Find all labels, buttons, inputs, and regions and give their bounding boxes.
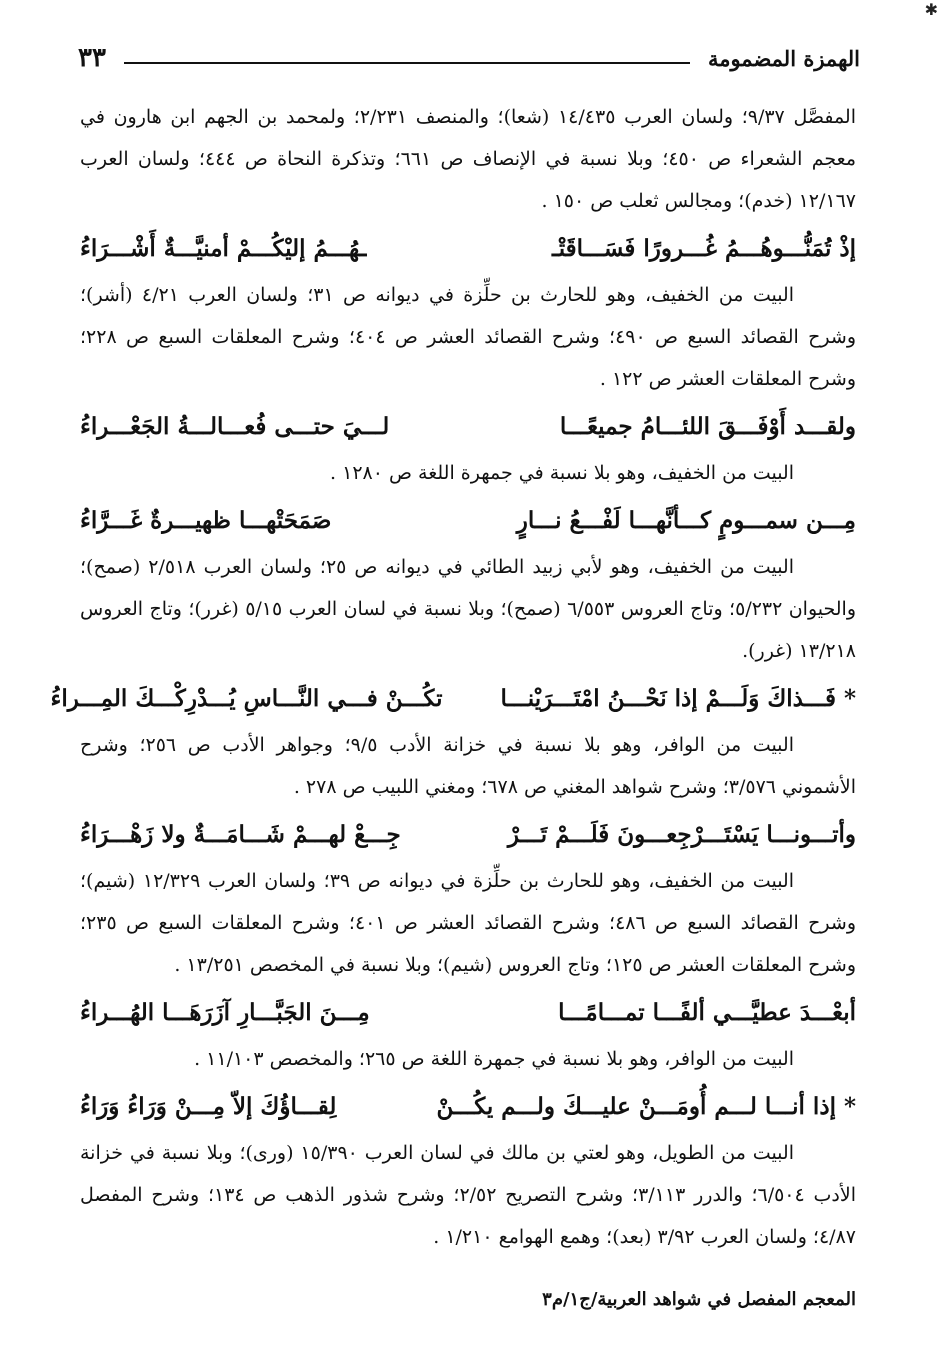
verse-notes: البيت من الطويل، وهو لعتي بن مالك في لسان العرب ١٥/٣٩٠ (ورى)؛ وبلا نسبة في خزانة الأدب ٦/٥٠٤؛ والدرر ٣/١١٣؛ وشرح التصريح ٢/٥٢؛ وشرح شذور الذهب ص ١٣٤؛ وشرح المفصل ٤/٨٧؛ ولسان العرب ٣/٩٢ (بعد)؛ وهمع الهوامع ١/٢١٠ . bbox=[80, 1142, 856, 1248]
verse-first-hemistich: ولقـــد أَوْفَـــقَ اللئـــامُ جميعًـــا bbox=[559, 413, 856, 440]
verse-second-hemistich: صَمَحَتْهـــا ظهيـــرةٌ غَـــرَّاءُ bbox=[80, 507, 332, 534]
verse-notes: البيت من الوافر، وهو بلا نسبة في جمهرة اللغة ص ٢٦٥؛ والمخصص ١١/١٠٣ . bbox=[194, 1048, 794, 1070]
verse-notes: البيت من الخفيف، وهو للحارث بن حلِّزة في ديوانه ص ٣٩؛ ولسان العرب ١٢/٣٢٩ (شيم)؛ وشرح القصائد السبع ص ٤٨٦؛ وشرح القصائد العشر ص ٤٠١؛ وشرح المعلقات السبع ص ٢٣٥؛ وشرح المعلقات العشر ص ١٢٥؛ وتاج العروس (شيم)؛ وبلا نسبة في المخصص ١٣/٢٥١ . bbox=[80, 870, 856, 976]
verse-line bbox=[80, 226, 856, 272]
page-number: ٣٣ bbox=[78, 43, 106, 73]
verse-second-hemistich: مِـــنَ الجَبَّـــارِ آزَرَهَـــا الهُـــراءُ bbox=[80, 999, 370, 1026]
verse-second-hemistich: لـــيَ حتـــى فُعـــالـــةُ الجَعْـــراءُ bbox=[80, 413, 390, 440]
verse-first-hemistich: أبعْـــدَ عطيَّـــي ألفًـــا تمـــامًـــا bbox=[558, 999, 856, 1026]
page-body bbox=[50, 96, 857, 1258]
verse-first-hemistich: وأتـــونـــا يَسْتَـــرْجِعـــونَ فَلَـــمْ تَـــرْ bbox=[507, 821, 856, 848]
header-rule bbox=[124, 62, 690, 64]
verse-second-hemistich: جِـــعْ لهـــمْ شَـــامَـــةٌ ولا زَهْـــرَاءُ bbox=[80, 821, 401, 848]
verse-line bbox=[80, 498, 856, 544]
verse-line bbox=[50, 676, 856, 722]
corner-mark: ✱ bbox=[924, 0, 938, 19]
verse-notes: البيت من الخفيف، وهو بلا نسبة في جمهرة اللغة ص ١٢٨٠ . bbox=[330, 462, 794, 484]
verse-second-hemistich: تكُـــنْ فـــي النَّـــاسِ يُـــدْرِكْـــكَ المِـــراءُ bbox=[50, 685, 443, 712]
verse-second-hemistich: لِقـــاؤُكَ إلاّ مِـــنْ وَرَاءُ وَرَاءُ bbox=[80, 1093, 337, 1120]
verse-notes: البيت من الوافر، وهو بلا نسبة في خزانة الأدب ٩/٥؛ وجواهر الأدب ص ٢٥٦؛ وشرح الأشموني ٣/٥٧٦؛ وشرح شواهد المغني ص ٦٧٨؛ ومغني اللبيب ص ٢٧٨ . bbox=[80, 734, 856, 798]
verse-first-hemistich: * إذا أنـــا لـــم أُومَـــنْ عليـــكَ ولـــم يكُـــنْ bbox=[436, 1093, 856, 1120]
verse-line bbox=[80, 812, 856, 858]
verse-notes: البيت من الخفيف، وهو لأبي زبيد الطائي في ديوانه ص ٢٥؛ ولسان العرب ٢/٥١٨ (صمح)؛ والحيوان ٥/٢٣٢؛ وتاج العروس ٦/٥٥٣ (صمح)؛ وبلا نسبة في لسان العرب ٥/١٥ (غرر)؛ وتاج العروس ١٣/٢١٨ (غرر). bbox=[80, 556, 857, 662]
verse-line bbox=[80, 1084, 856, 1130]
page-header bbox=[78, 38, 860, 78]
verse-line bbox=[80, 404, 856, 450]
verse-second-hemistich: ـهُـــمُ إليْكُـــمْ أمنيَّـــةٌ أَشْـــرَاءُ bbox=[80, 235, 367, 262]
verse-first-hemistich: مِـــن سمـــومٍ كـــأنَّهـــا لَفْـــعُ نـــارٍ bbox=[516, 507, 856, 534]
verse-line bbox=[80, 990, 856, 1036]
page-footer: المعجم المفصل في شواهد العربية/ج١/م٣ bbox=[542, 1289, 856, 1310]
running-title: الهمزة المضمومة bbox=[707, 45, 860, 71]
intro-paragraph: المفصَّل ٩/٣٧؛ ولسان العرب ١٤/٤٣٥ (شعا)؛ والمنصف ٢/٢٣١؛ ولمحمد بن الجهم ابن هارون في معجم الشعراء ص ٤٥٠؛ وبلا نسبة في الإنصاف ص ٦٦١؛ وتذكرة النحاة ص ٤٤٤؛ ولسان العرب ١٢/١٦٧ (خدم)؛ ومجالس ثعلب ص ١٥٠ . bbox=[80, 106, 856, 212]
verse-first-hemistich: * فَـــذاكَ وَلَـــمْ إذا نَحْـــنُ امْتَـــرَيْنـــا bbox=[500, 685, 856, 712]
verse-first-hemistich: إذْ تُمَنُّـــوهُـــمُ غُـــرورًا فَسَـــاقَتْـ bbox=[552, 235, 856, 262]
verse-notes: البيت من الخفيف، وهو للحارث بن حلِّزة في ديوانه ص ٣١؛ ولسان العرب ٤/٢١ (أشر)؛ وشرح القصائد السبع ص ٤٩٠؛ وشرح القصائد العشر ص ٤٠٤؛ وشرح المعلقات السبع ص ٢٢٨؛ وشرح المعلقات العشر ص ١٢٢ . bbox=[80, 284, 856, 390]
